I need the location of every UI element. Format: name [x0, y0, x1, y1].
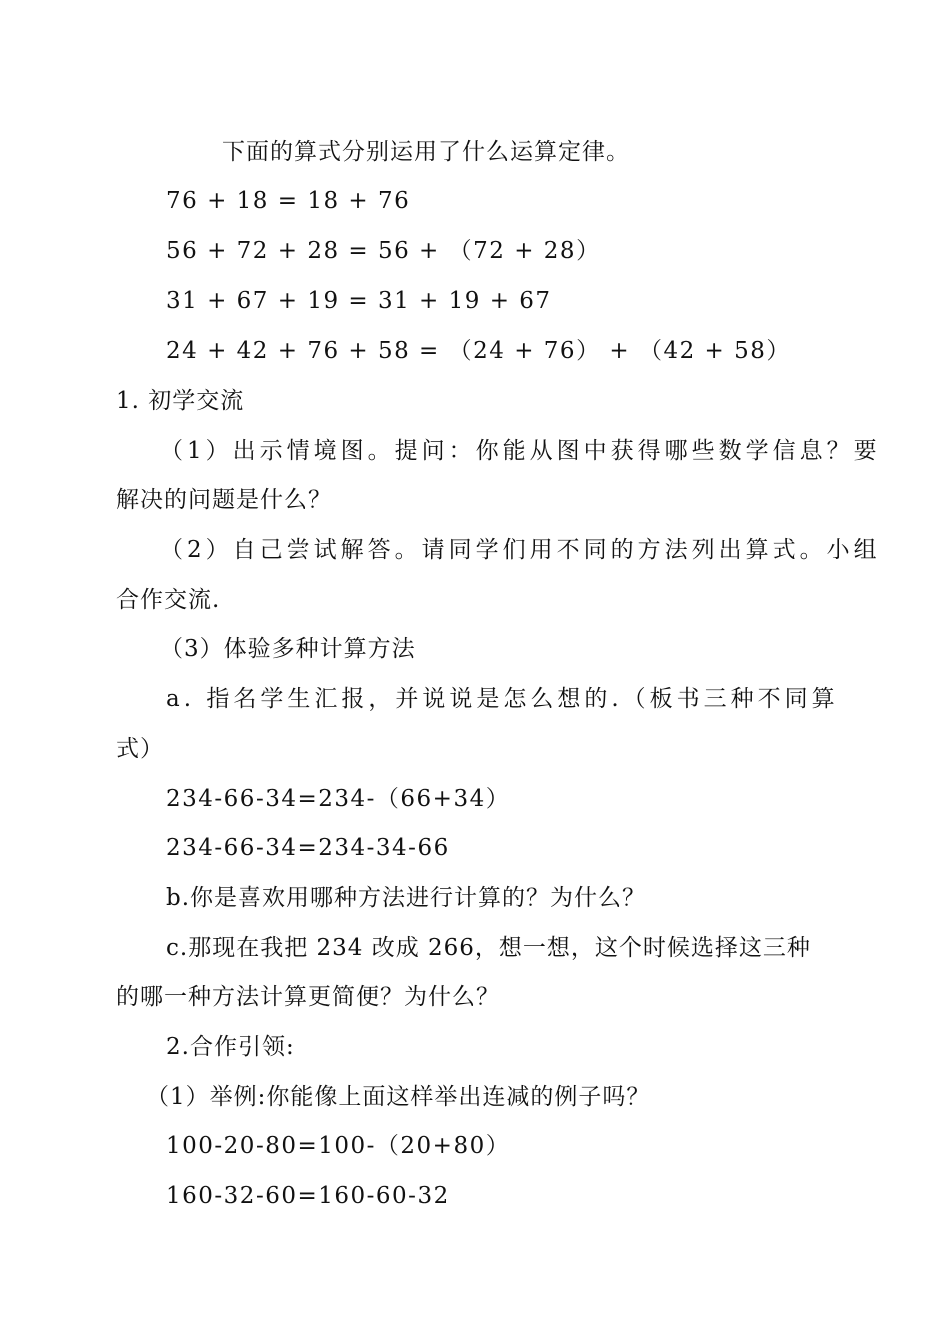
section-1-c-line-1: c.那现在我把 234 改成 266，想一想，这个时候选择这三种 [166, 935, 811, 961]
section-1-item-1-line-1: （1）出示情境图。提问：你能从图中获得哪些数学信息？要 [160, 438, 881, 464]
section-2-heading: 2.合作引领: [166, 1034, 295, 1060]
equation-add-3: 31 + 67 + 19 = 31 + 19 + 67 [166, 288, 552, 314]
section-1-a-line-2: 式） [116, 736, 164, 762]
equation-add-4: 24 + 42 + 76 + 58 = （24 + 76） + （42 + 58） [166, 338, 791, 364]
section-1-b: b.你是喜欢用哪种方法进行计算的？为什么？ [166, 885, 647, 911]
section-1-c-line-2: 的哪一种方法计算更简便？为什么？ [116, 984, 500, 1010]
section-1-equation-1: 234-66-34=234-（66+34） [166, 786, 511, 812]
section-2-equation-2: 160-32-60=160-60-32 [166, 1183, 450, 1209]
section-1-item-2-line-2: 合作交流. [116, 587, 221, 613]
section-1-item-2-line-1: （2）自己尝试解答。请同学们用不同的方法列出算式。小组 [160, 537, 881, 563]
section-2-equation-1: 100-20-80=100-（20+80） [166, 1133, 511, 1159]
section-2-item-1: （1）举例:你能像上面这样举出连减的例子吗？ [146, 1084, 651, 1110]
section-1-heading: 1. 初学交流 [116, 388, 245, 414]
section-1-equation-2: 234-66-34=234-34-66 [166, 835, 450, 861]
section-1-a-line-1: a. 指名学生汇报，并说说是怎么想的.（板书三种不同算 [166, 686, 839, 712]
equation-add-1: 76 + 18 = 18 + 76 [166, 188, 411, 214]
section-1-item-3: （3）体验多种计算方法 [160, 636, 416, 662]
equation-add-2: 56 + 72 + 28 = 56 + （72 + 28） [166, 238, 601, 264]
intro-text: 下面的算式分别运用了什么运算定律。 [222, 139, 630, 165]
section-1-item-1-line-2: 解决的问题是什么？ [116, 487, 332, 513]
